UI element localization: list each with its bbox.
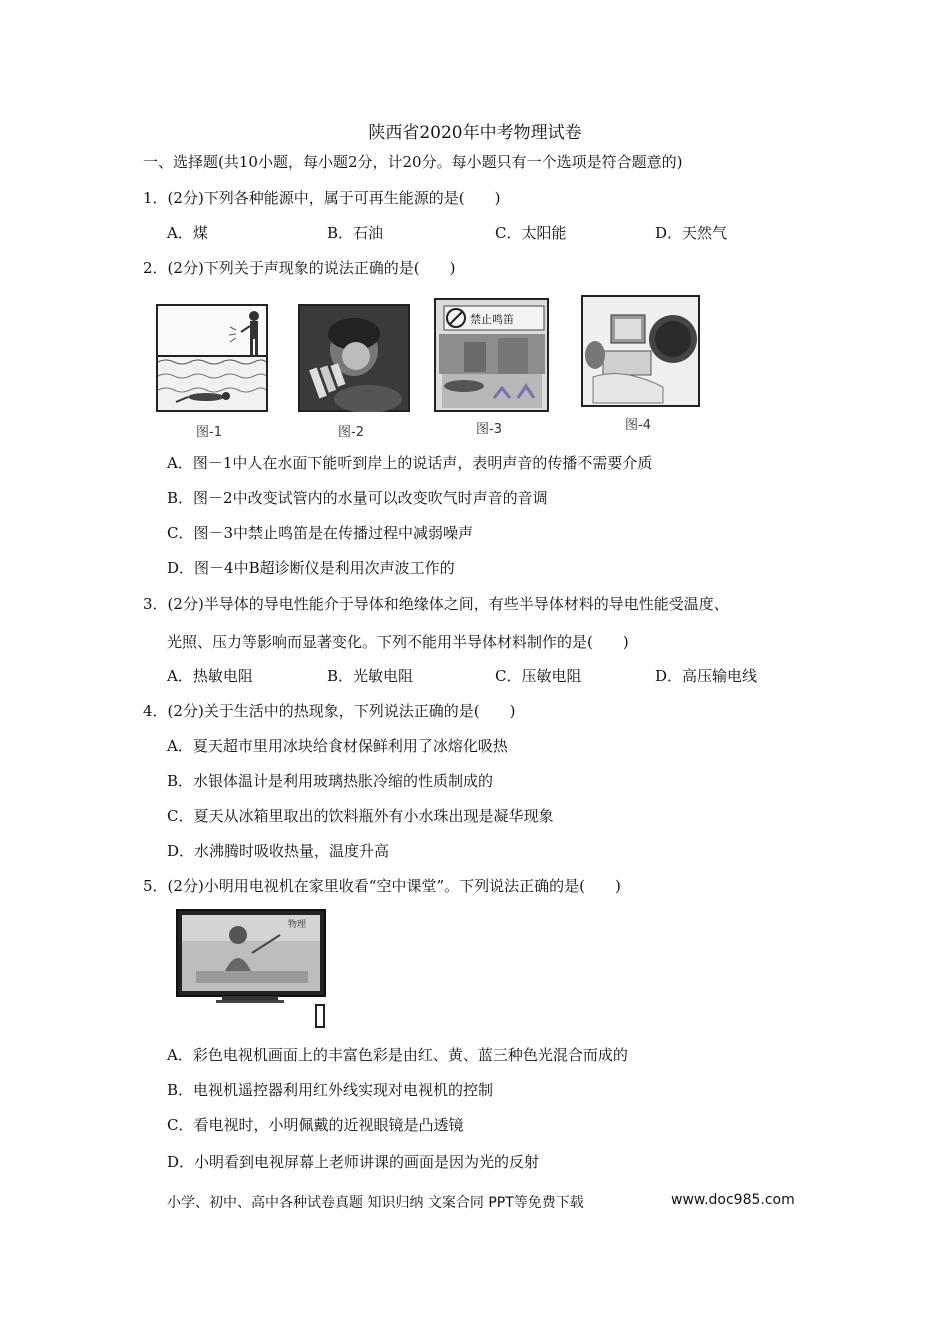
figure-4-ultrasound-image <box>581 295 700 407</box>
sign-text: 禁止鸣笛 <box>470 313 514 326</box>
question-3-stem-line-2: 光照、压力等影响而显著变化。下列不能用半导体材料制作的是( ) <box>167 633 629 651</box>
section-heading: 一、选择题(共10小题，每小题2分，计20分。每小题只有一个选项是符合题意的) <box>143 153 683 171</box>
footer-text: 小学、初中、高中各种试卷真题 知识归纳 文案合同 PPT等免费下载 <box>167 1195 584 1211</box>
figure-5-tv-image <box>176 909 332 1029</box>
question-2-option-c: C．图－3中禁止鸣笛是在传播过程中减弱噪声 <box>167 524 474 542</box>
question-5-option-a: A．彩色电视机画面上的丰富色彩是由红、黄、蓝三种色光混合而成的 <box>167 1046 628 1064</box>
question-1-option-c: C．太阳能 <box>495 224 567 242</box>
question-4-option-b: B．水银体温计是利用玻璃热胀冷缩的性质制成的 <box>167 772 494 790</box>
question-1-stem: 1．(2分)下列各种能源中，属于可再生能源的是( ) <box>143 189 501 207</box>
question-2-stem: 2．(2分)下列关于声现象的说法正确的是( ) <box>143 259 456 277</box>
question-3-option-d: D．高压输电线 <box>655 667 758 685</box>
question-3-option-a: A．热敏电阻 <box>167 667 253 685</box>
figure-4-caption: 图-4 <box>625 418 651 433</box>
question-4-option-a: A．夏天超市里用冰块给食材保鲜利用了冰熔化吸热 <box>167 737 508 755</box>
question-4-stem: 4．(2分)关于生活中的热现象，下列说法正确的是( ) <box>143 702 516 720</box>
question-5-stem: 5．(2分)小明用电视机在家里收看“空中课堂”。下列说法正确的是( ) <box>143 877 621 895</box>
tv-screen-text: 物理 <box>288 920 307 930</box>
page-title: 陕西省2020年中考物理试卷 <box>368 123 582 143</box>
question-4-option-d: D．水沸腾时吸收热量，温度升高 <box>167 842 390 860</box>
question-3-option-c: C．压敏电阻 <box>495 667 582 685</box>
figure-1-caption: 图-1 <box>196 425 222 440</box>
question-3-option-b: B．光敏电阻 <box>327 667 414 685</box>
figure-1-underwater-image <box>156 304 268 412</box>
question-5-option-b: B．电视机遥控器利用红外线实现对电视机的控制 <box>167 1081 494 1099</box>
figure-3-caption: 图-3 <box>476 422 502 437</box>
question-1-option-d: D．天然气 <box>655 224 728 242</box>
question-2-option-a: A．图－1中人在水面下能听到岸上的说话声，表明声音的传播不需要介质 <box>167 454 653 472</box>
footer-url-link[interactable]: www.doc985.com <box>671 1192 795 1208</box>
question-5-option-d: D．小明看到电视屏幕上老师讲课的画面是因为光的反射 <box>167 1153 540 1171</box>
question-1-option-b: B．石油 <box>327 224 384 242</box>
figure-2-blowing-tubes-image <box>298 304 410 412</box>
figure-3-no-honking-image <box>434 298 549 412</box>
question-5-option-c: C．看电视时，小明佩戴的近视眼镜是凸透镜 <box>167 1116 464 1134</box>
figure-2-caption: 图-2 <box>338 425 364 440</box>
question-2-option-d: D．图－4中B超诊断仪是利用次声波工作的 <box>167 559 455 577</box>
question-1-option-a: A．煤 <box>167 224 208 242</box>
question-2-option-b: B．图－2中改变试管内的水量可以改变吹气时声音的音调 <box>167 489 548 507</box>
question-3-stem-line-1: 3．(2分)半导体的导电性能介于导体和绝缘体之间，有些半导体材料的导电性能受温度、 <box>143 595 729 613</box>
question-4-option-c: C．夏天从冰箱里取出的饮料瓶外有小水珠出现是凝华现象 <box>167 807 554 825</box>
